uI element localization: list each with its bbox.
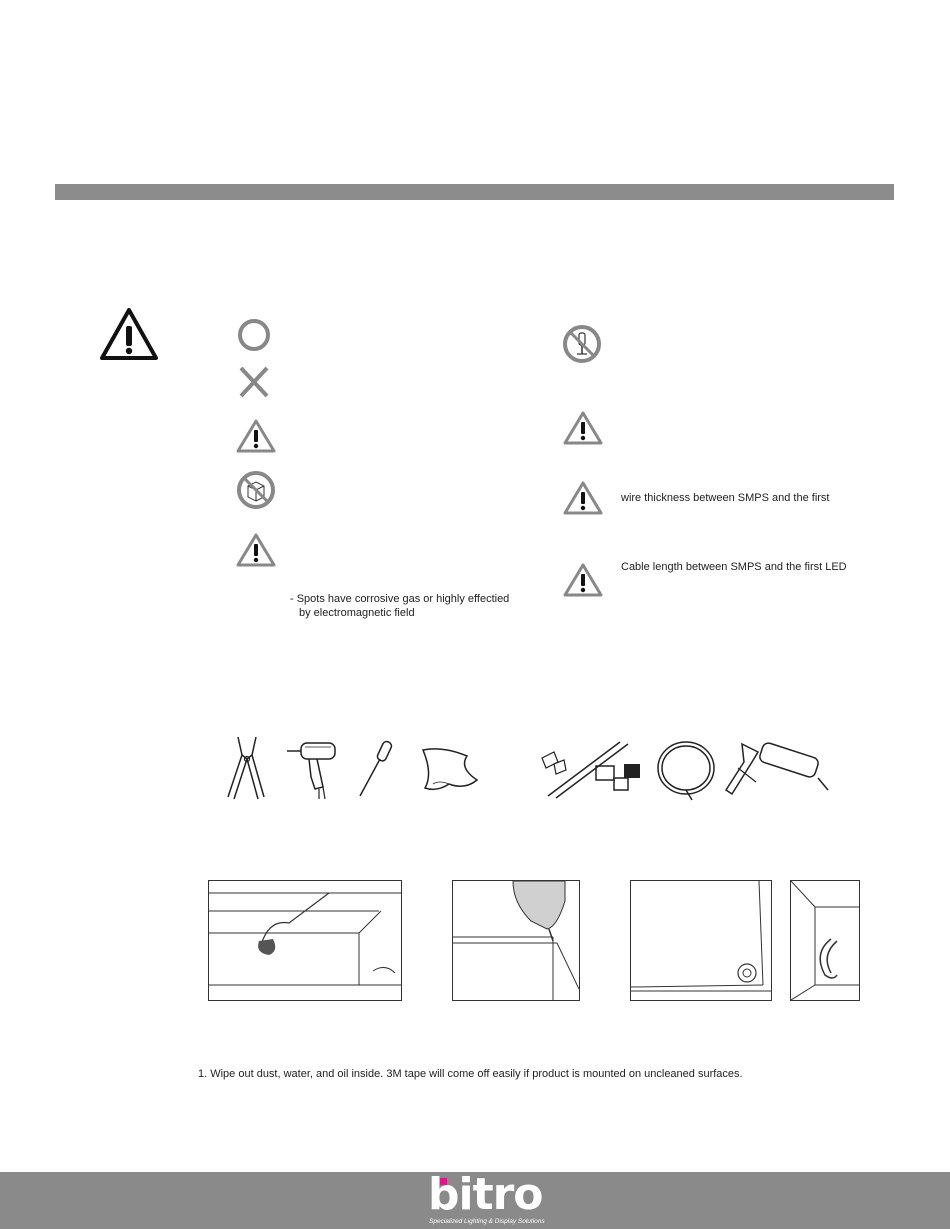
warning-icon	[562, 562, 604, 598]
section-title-bar	[55, 184, 894, 200]
step-illustration-hole	[630, 880, 772, 1001]
wire-thickness-text: wire thickness between SMPS and the first	[621, 492, 830, 504]
step-1-text: 1. Wipe out dust, water, and oil inside. 3M tape will come off easily if product is mounted on uncleaned surfaces.	[198, 1068, 743, 1080]
large-warning-icon	[98, 306, 160, 362]
warning-icon	[562, 480, 604, 516]
logo-tagline: Specialized Lighting & Display Solutions	[429, 1218, 545, 1225]
warning-icon	[562, 410, 604, 446]
screwdriver-icon	[350, 738, 402, 800]
no-box-icon	[236, 470, 276, 510]
warning-icon	[235, 532, 277, 568]
step-illustration-cable	[790, 880, 860, 1001]
caulking-gun-icon	[722, 738, 832, 802]
logo-wordmark: bitro	[428, 1169, 543, 1220]
note-spots-line1: - Spots have corrosive gas or highly effectied	[290, 593, 510, 605]
electric-drill-icon	[285, 737, 347, 801]
step-illustration-drill	[452, 880, 580, 1001]
circle-ok-icon	[237, 318, 271, 352]
cable-ties-connectors-icon	[540, 738, 650, 802]
no-disassemble-icon	[562, 324, 602, 364]
note-spots-line2: by electromagnetic field	[299, 607, 415, 619]
cloth-icon	[415, 744, 483, 794]
wire-stripper-icon	[220, 733, 275, 801]
warning-icon	[235, 418, 277, 454]
cable-length-text: Cable length between SMPS and the first LED	[621, 561, 847, 573]
cross-no-icon	[237, 364, 271, 400]
brand-logo	[426, 1169, 545, 1229]
cable-coil-icon	[652, 738, 720, 802]
step-illustration-wipe	[208, 880, 402, 1001]
